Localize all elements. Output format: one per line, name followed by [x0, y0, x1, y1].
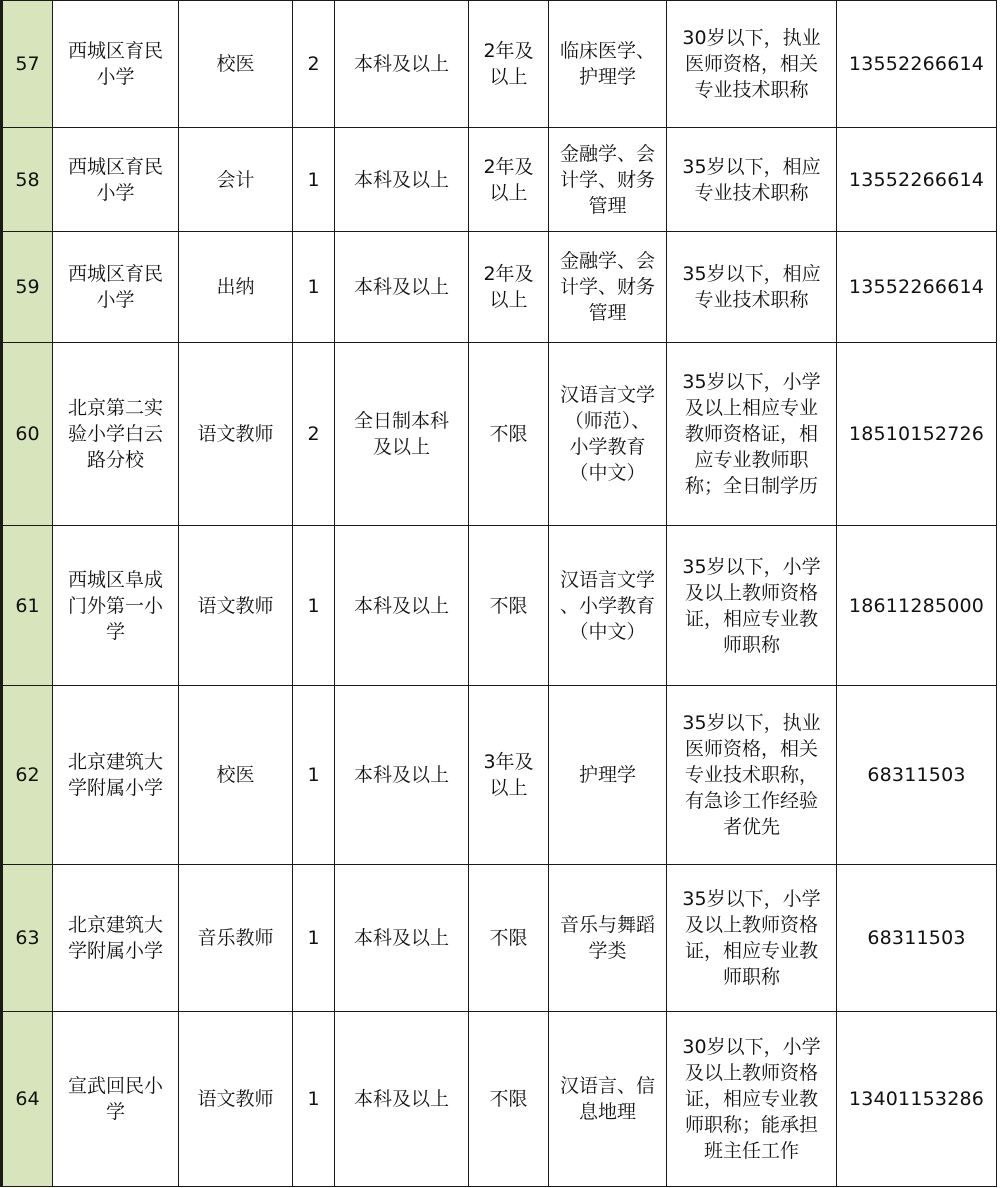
count-cell: 1 — [293, 526, 335, 686]
table-body — [2, 1, 997, 1187]
table-row — [2, 1012, 997, 1187]
cell-line: 及以上教师资格 — [684, 1062, 818, 1084]
cell-line: 北京建筑大 — [67, 751, 163, 773]
cell-line: 30岁以下，小学 — [682, 1036, 821, 1058]
major-cell — [549, 232, 667, 343]
cell-line: （中文） — [569, 620, 646, 643]
cell-line: 2年及 — [483, 155, 534, 178]
cell-line: 教师资格证，相 — [684, 423, 818, 445]
row-number: 58 — [2, 128, 53, 232]
requirements-cell — [667, 865, 837, 1012]
cell-line: 35岁以下，相应 — [682, 155, 821, 178]
education-cell — [335, 343, 469, 526]
cell-line: 以上 — [489, 777, 528, 799]
cell-line: 专业技术职称 — [694, 181, 809, 204]
cell-line: 管理 — [588, 302, 627, 324]
phone-cell: 68311503 — [837, 865, 997, 1012]
position-cell — [179, 343, 293, 526]
education-cell — [335, 232, 469, 343]
cell-line: 汉语言文学 — [559, 568, 655, 591]
school-cell — [53, 1012, 179, 1187]
cell-line: 不限 — [489, 423, 528, 445]
table-row — [2, 1, 997, 128]
cell-line: 本科及以上 — [353, 53, 449, 75]
requirements-cell — [667, 343, 837, 526]
requirements-cell — [667, 1, 837, 128]
row-number: 59 — [2, 232, 53, 343]
cell-line: 学 — [105, 1101, 125, 1123]
row-number: 63 — [2, 865, 53, 1012]
cell-line: 汉语言、信 — [559, 1075, 655, 1097]
cell-line: 临床医学、 — [559, 40, 655, 62]
major-cell — [549, 1012, 667, 1187]
cell-line: 会计 — [216, 168, 255, 191]
cell-line: 校医 — [216, 764, 255, 786]
cell-line: 不限 — [489, 1088, 528, 1110]
cell-line: 校医 — [216, 53, 255, 75]
table-row — [2, 865, 997, 1012]
education-cell — [335, 686, 469, 865]
phone-cell: 18510152726 — [837, 343, 997, 526]
position-cell — [179, 128, 293, 232]
cell-line: 不限 — [489, 927, 528, 949]
cell-line: 师职称 — [722, 633, 780, 656]
cell-line: 本科及以上 — [353, 168, 449, 191]
cell-line: 金融学、会 — [559, 142, 655, 165]
cell-line: 证，相应专业教 — [684, 940, 818, 962]
cell-line: 本科及以上 — [353, 594, 449, 617]
school-cell — [53, 1, 179, 128]
phone-cell: 13552266614 — [837, 232, 997, 343]
cell-line: 音乐教师 — [197, 927, 274, 949]
cell-line: 语文教师 — [197, 1088, 274, 1110]
experience-cell — [469, 343, 549, 526]
cell-line: 西城区阜成 — [67, 568, 163, 591]
cell-line: 小学 — [96, 181, 135, 204]
requirements-cell — [667, 526, 837, 686]
school-cell — [53, 128, 179, 232]
education-cell — [335, 526, 469, 686]
row-number: 57 — [2, 1, 53, 128]
requirements-cell — [667, 232, 837, 343]
cell-line: 及以上 — [372, 436, 430, 458]
cell-line: 医师资格，相关 — [684, 53, 818, 75]
education-cell — [335, 1012, 469, 1187]
cell-line: 小学 — [96, 66, 135, 88]
cell-line: （师范）、 — [564, 410, 651, 432]
cell-line: 语文教师 — [197, 594, 274, 617]
major-cell — [549, 865, 667, 1012]
major-cell — [549, 128, 667, 232]
school-cell — [53, 526, 179, 686]
count-cell: 1 — [293, 128, 335, 232]
requirements-cell — [667, 686, 837, 865]
cell-line: 有急诊工作经验 — [684, 790, 818, 812]
cell-line: 西城区育民 — [67, 155, 163, 178]
school-cell — [53, 686, 179, 865]
cell-line: 学 — [105, 620, 125, 643]
cell-line: 师职称 — [722, 966, 780, 988]
cell-line: 2年及 — [483, 263, 534, 285]
cell-line: 学附属小学 — [67, 940, 163, 962]
cell-line: 者优先 — [722, 816, 780, 838]
position-cell — [179, 686, 293, 865]
cell-line: （中文） — [569, 462, 646, 484]
position-cell — [179, 232, 293, 343]
position-cell — [179, 1, 293, 128]
cell-line: 3年及 — [483, 751, 534, 773]
cell-line: 宣武回民小 — [67, 1075, 163, 1097]
requirements-cell — [667, 1012, 837, 1187]
major-cell — [549, 343, 667, 526]
cell-line: 小学教育 — [569, 436, 646, 458]
school-cell — [53, 343, 179, 526]
cell-line: 以上 — [489, 66, 528, 88]
cell-line: 北京第二实 — [67, 397, 163, 419]
experience-cell — [469, 1, 549, 128]
phone-cell: 18611285000 — [837, 526, 997, 686]
count-cell: 2 — [293, 343, 335, 526]
cell-line: 本科及以上 — [353, 927, 449, 949]
count-cell: 2 — [293, 1, 335, 128]
count-cell: 1 — [293, 865, 335, 1012]
cell-line: 师职称；能承担 — [684, 1114, 818, 1136]
phone-cell: 13552266614 — [837, 128, 997, 232]
cell-line: 金融学、会 — [559, 250, 655, 272]
phone-cell: 13552266614 — [837, 1, 997, 128]
row-number: 62 — [2, 686, 53, 865]
row-number: 60 — [2, 343, 53, 526]
table-row — [2, 526, 997, 686]
requirements-cell — [667, 128, 837, 232]
experience-cell — [469, 686, 549, 865]
cell-line: 35岁以下，相应 — [682, 263, 821, 285]
cell-line: 35岁以下，执业 — [682, 712, 821, 734]
cell-line: 小学 — [96, 289, 135, 311]
table-row — [2, 128, 997, 232]
cell-line: 应专业教师职 — [694, 449, 809, 471]
cell-line: 护理学 — [578, 66, 636, 88]
cell-line: 35岁以下，小学 — [682, 555, 821, 578]
experience-cell — [469, 128, 549, 232]
cell-line: 专业技术职称， — [684, 764, 818, 786]
experience-cell — [469, 865, 549, 1012]
cell-line: 医师资格，相关 — [684, 738, 818, 760]
cell-line: 护理学 — [578, 764, 636, 786]
cell-line: 称；全日制学历 — [684, 475, 818, 497]
row-number: 61 — [2, 526, 53, 686]
cell-line: 验小学白云 — [67, 423, 163, 445]
cell-line: 全日制本科 — [353, 410, 449, 432]
experience-cell — [469, 232, 549, 343]
cell-line: 学类 — [588, 940, 627, 962]
cell-line: 及以上教师资格 — [684, 581, 818, 604]
major-cell — [549, 1, 667, 128]
cell-line: 音乐与舞蹈 — [559, 914, 655, 936]
education-cell — [335, 865, 469, 1012]
cell-line: 出纳 — [216, 276, 255, 298]
cell-line: 门外第一小 — [67, 594, 163, 617]
position-cell — [179, 865, 293, 1012]
count-cell: 1 — [293, 1012, 335, 1187]
cell-line: 西城区育民 — [67, 40, 163, 62]
cell-line: 35岁以下，小学 — [682, 371, 821, 393]
cell-line: 30岁以下，执业 — [682, 27, 821, 49]
cell-line: 专业技术职称 — [694, 79, 809, 101]
cell-line: 及以上相应专业 — [684, 397, 818, 419]
cell-line: 息地理 — [578, 1101, 636, 1123]
table-row — [2, 232, 997, 343]
cell-line: 证，相应专业教 — [684, 607, 818, 630]
cell-line: 路分校 — [86, 449, 144, 471]
cell-line: 2年及 — [483, 40, 534, 62]
education-cell — [335, 128, 469, 232]
school-cell — [53, 232, 179, 343]
row-number: 64 — [2, 1012, 53, 1187]
cell-line: 北京建筑大 — [67, 914, 163, 936]
count-cell: 1 — [293, 232, 335, 343]
table-row — [2, 686, 997, 865]
cell-line: 不限 — [489, 594, 528, 617]
phone-cell: 68311503 — [837, 686, 997, 865]
cell-line: 学附属小学 — [67, 777, 163, 799]
school-cell — [53, 865, 179, 1012]
cell-line: 汉语言文学 — [559, 384, 655, 406]
cell-line: 语文教师 — [197, 423, 274, 445]
cell-line: 计学、财务 — [559, 168, 655, 191]
position-cell — [179, 526, 293, 686]
cell-line: 以上 — [489, 181, 528, 204]
cell-line: 本科及以上 — [353, 1088, 449, 1110]
cell-line: 证，相应专业教 — [684, 1088, 818, 1110]
count-cell: 1 — [293, 686, 335, 865]
cell-line: 班主任工作 — [703, 1140, 799, 1162]
cell-line: 本科及以上 — [353, 764, 449, 786]
cell-line: 西城区育民 — [67, 263, 163, 285]
cell-line: 专业技术职称 — [694, 289, 809, 311]
cell-line: 及以上教师资格 — [684, 914, 818, 936]
position-cell — [179, 1012, 293, 1187]
cell-line: 管理 — [588, 194, 627, 217]
experience-cell — [469, 526, 549, 686]
education-cell — [335, 1, 469, 128]
cell-line: 以上 — [489, 289, 528, 311]
cell-line: 35岁以下，小学 — [682, 888, 821, 910]
major-cell — [549, 686, 667, 865]
experience-cell — [469, 1012, 549, 1187]
table-row — [2, 343, 997, 526]
major-cell — [549, 526, 667, 686]
phone-cell: 13401153286 — [837, 1012, 997, 1187]
cell-line: 计学、财务 — [559, 276, 655, 298]
cell-line: 、小学教育 — [559, 594, 655, 617]
cell-line: 本科及以上 — [353, 276, 449, 298]
